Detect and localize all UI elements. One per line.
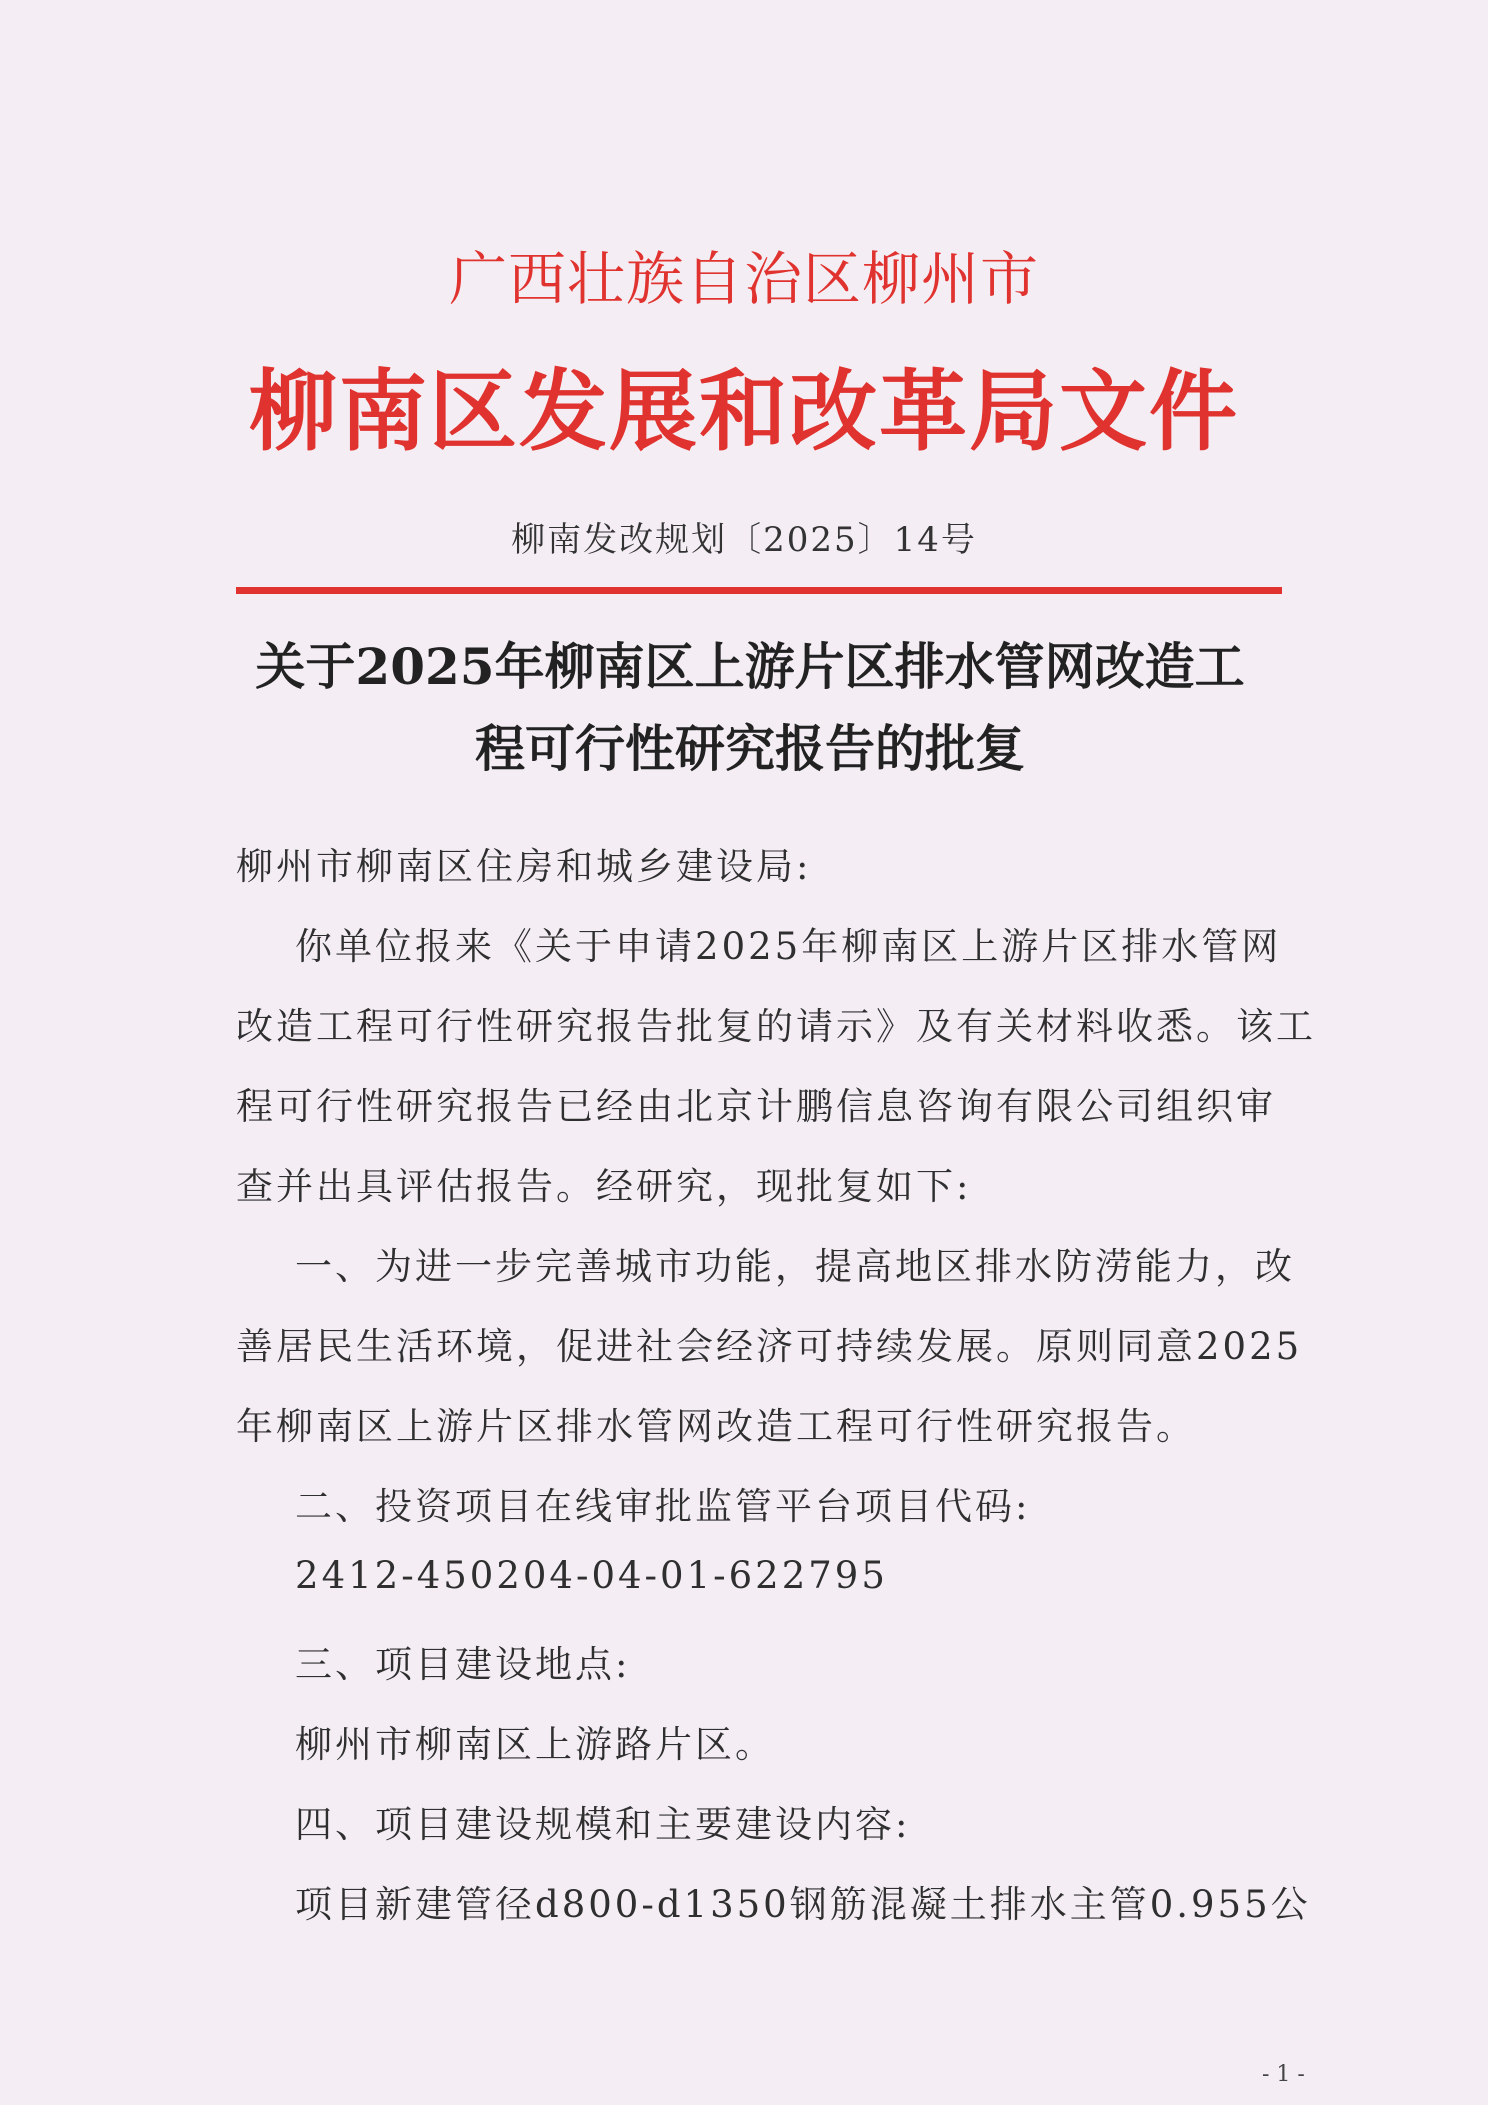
body-line-13: 四、项目建设规模和主要建设内容: xyxy=(236,1803,911,1846)
body-line-5: 查并出具评估报告。经研究，现批复如下: xyxy=(236,1165,972,1208)
body-line-12: 柳州市柳南区上游路片区。 xyxy=(236,1723,776,1766)
document-title-line-2: 程可行性研究报告的批复 xyxy=(475,719,1025,778)
body-line-14: 项目新建管径d800-d1350钢筋混凝土排水主管0.955公 xyxy=(236,1883,1311,1926)
red-divider xyxy=(236,587,1282,594)
body-line-6: 一、为进一步完善城市功能，提高地区排水防涝能力，改 xyxy=(236,1245,1296,1288)
page-number: - 1 - xyxy=(1262,2062,1305,2087)
body-line-10: 2412-450204-04-01-622795 xyxy=(236,1554,888,1597)
body-line-11: 三、项目建设地点: xyxy=(236,1643,631,1686)
document-title-line-1: 关于2025年柳南区上游片区排水管网改造工 xyxy=(255,637,1245,696)
body-line-9: 二、投资项目在线审批监管平台项目代码: xyxy=(236,1485,1031,1528)
body-line-4: 程可行性研究报告已经由北京计鹏信息咨询有限公司组织审 xyxy=(236,1085,1276,1128)
body-line-3: 改造工程可行性研究报告批复的请示》及有关材料收悉。该工 xyxy=(236,1005,1316,1048)
body-line-1: 柳州市柳南区住房和城乡建设局: xyxy=(236,845,812,888)
body-line-7: 善居民生活环境，促进社会经济可持续发展。原则同意2025 xyxy=(236,1325,1303,1368)
document-number: 柳南发改规划〔2025〕14号 xyxy=(511,520,977,560)
document-title xyxy=(200,626,1300,790)
issuer-region: 广西壮族自治区柳州市 xyxy=(448,245,1039,313)
body-line-2: 你单位报来《关于申请2025年柳南区上游片区排水管网 xyxy=(236,925,1282,968)
body-line-8: 年柳南区上游片区排水管网改造工程可行性研究报告。 xyxy=(236,1405,1196,1448)
issuer-office: 柳南区发展和改革局文件 xyxy=(248,360,1239,463)
